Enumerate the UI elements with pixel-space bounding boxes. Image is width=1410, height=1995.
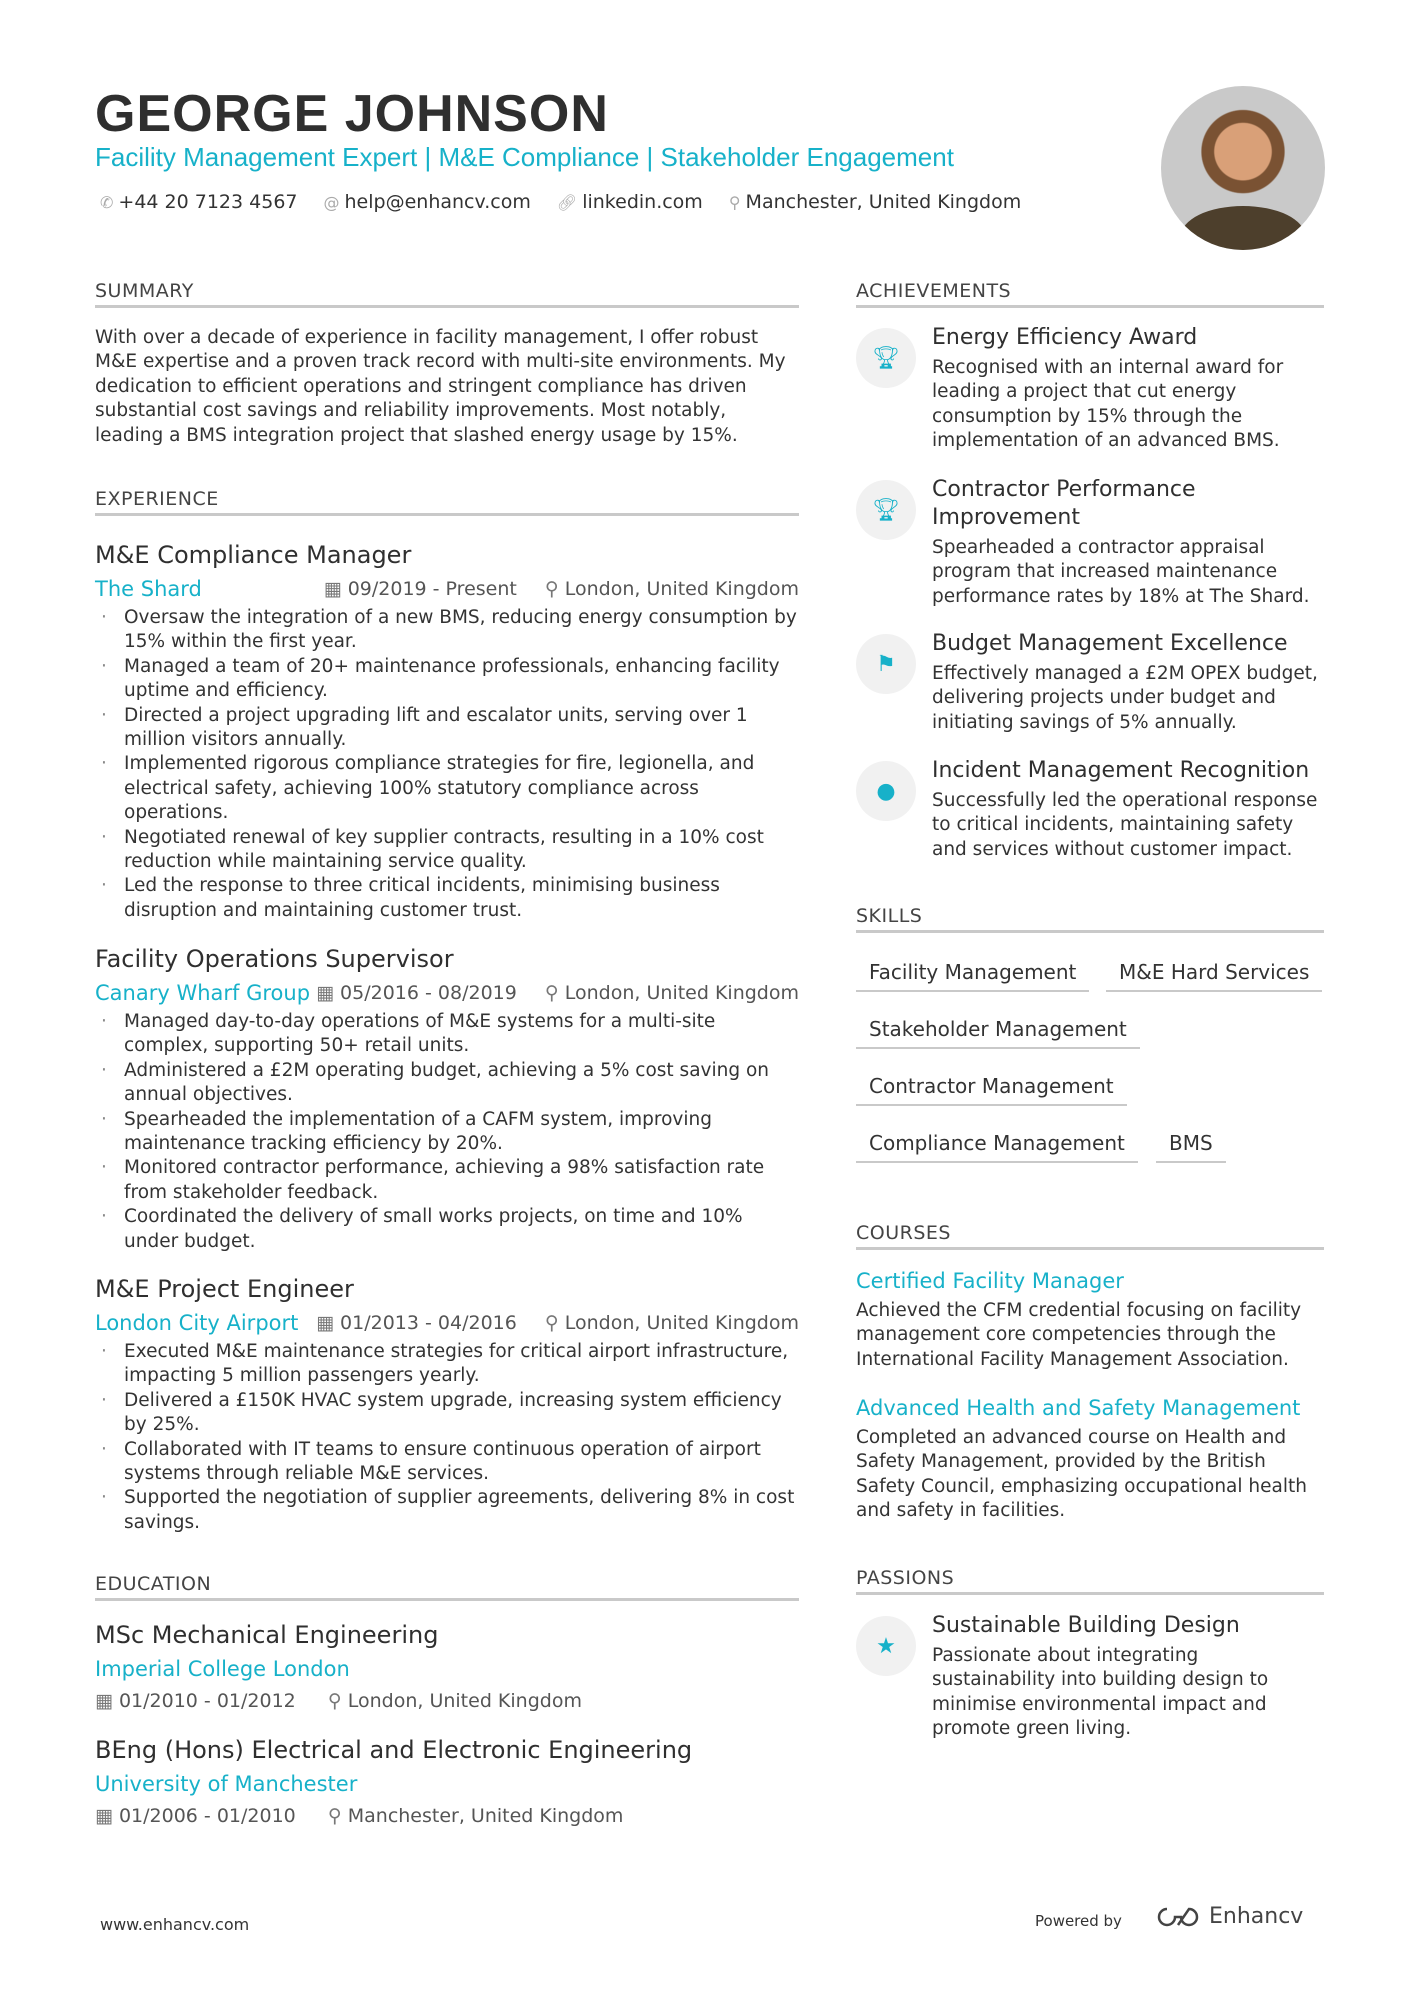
- bullet: · Implemented rigorous compliance strategies for fire, legionella, and electrical safety, achieving 100% statutory compliance across operations.: [95, 752, 799, 825]
- contact-phone: ✆ +44 20 7123 4567: [100, 191, 298, 213]
- job-bullets: [95, 1340, 799, 1535]
- bullet: · Executed M&E maintenance strategies for critical airport infrastructure, impacting 5 million passengers yearly.: [95, 1340, 799, 1389]
- section-title-skills: SKILLS: [856, 905, 1324, 933]
- skill-tag: Stakeholder Management: [856, 1017, 1140, 1049]
- location-icon: ⚲: [544, 982, 559, 1004]
- course-title: Advanced Health and Safety Management: [856, 1396, 1301, 1420]
- enhancv-logo: Enhancv: [1155, 1904, 1303, 1929]
- job-entry: [95, 944, 799, 1254]
- degree: BEng (Hons) Electrical and Electronic Engineering: [95, 1736, 693, 1764]
- course-title: Certified Facility Manager: [856, 1269, 1124, 1293]
- bullet: · Led the response to three critical incidents, minimising business disruption and maintaining customer trust.: [95, 874, 799, 923]
- location-icon: ⚲: [728, 193, 741, 212]
- avatar: [1161, 86, 1325, 250]
- job-title: M&E Project Engineer: [95, 1275, 354, 1303]
- skill-tag: Contractor Management: [856, 1074, 1127, 1106]
- bullet: · Directed a project upgrading lift and escalator units, serving over 1 million visitors annually.: [95, 704, 799, 753]
- achievement-item: [856, 630, 1326, 735]
- bullet: · Delivered a £150K HVAC system upgrade, increasing system efficiency by 25%.: [95, 1389, 799, 1438]
- edu-location: London, United Kingdom: [347, 1690, 582, 1712]
- edu-dates: 01/2010 - 01/2012: [118, 1690, 296, 1712]
- bullet: · Oversaw the integration of a new BMS, reducing energy consumption by 15% within the first year.: [95, 606, 799, 655]
- job-entry: [95, 540, 799, 923]
- course-desc: Completed an advanced course on Health and Safety Management, provided by the British Safety Council, emphasizing occupational health and safety in facilities.: [856, 1427, 1307, 1522]
- contact-bar: [100, 191, 1021, 213]
- contact-linkedin[interactable]: 🔗︎ linkedin.com: [556, 191, 703, 213]
- company-name: London City Airport: [95, 1311, 299, 1335]
- school-name: University of Manchester: [95, 1772, 358, 1796]
- enhancv-logo-icon: [1155, 1905, 1201, 1929]
- achievement-desc: Effectively managed a £2M OPEX budget, delivering projects under budget and initiating savings of 5% annually.: [932, 663, 1318, 733]
- company-name: The Shard: [95, 577, 202, 601]
- phone-icon: ✆: [100, 193, 114, 212]
- achievement-item: [856, 476, 1326, 609]
- job-location: London, United Kingdom: [564, 578, 799, 600]
- company-name: Canary Wharf Group: [95, 981, 311, 1005]
- location-icon: ⚲: [544, 578, 559, 600]
- section-title-experience: EXPERIENCE: [95, 488, 799, 516]
- section-title-courses: COURSES: [856, 1222, 1324, 1250]
- calendar-icon: ▦: [95, 1690, 113, 1712]
- course-item: [856, 1394, 1324, 1524]
- location-icon: ⚲: [327, 1690, 342, 1712]
- course-item: [856, 1267, 1324, 1372]
- powered-by: Powered by: [1035, 1912, 1122, 1930]
- job-location: London, United Kingdom: [564, 1312, 799, 1334]
- passion-desc: Passionate about integrating sustainability into building design to minimise environmental impact and promote green living.: [932, 1645, 1269, 1740]
- flag-icon: ⚑: [856, 634, 916, 694]
- calendar-icon: ▦: [323, 578, 342, 600]
- job-dates: 05/2016 - 08/2019: [340, 982, 517, 1004]
- achievement-desc: Successfully led the operational response to critical incidents, maintaining safety and services without customer impact.: [932, 790, 1318, 860]
- bullet: · Spearheaded the implementation of a CAFM system, improving maintenance tracking efficiency by 20%.: [95, 1108, 799, 1157]
- skill-tag: M&E Hard Services: [1106, 960, 1322, 992]
- link-icon: 🔗︎: [556, 193, 578, 212]
- bullet: · Managed day-to-day operations of M&E systems for a multi-site complex, supporting 50+ retail units.: [95, 1010, 799, 1059]
- education-entry: [95, 1735, 799, 1831]
- head-icon: ●: [856, 761, 916, 821]
- bullet: · Negotiated renewal of key supplier contracts, resulting in a 10% cost reduction while maintaining service quality.: [95, 826, 799, 875]
- education-entry: [95, 1620, 799, 1716]
- degree: MSc Mechanical Engineering: [95, 1621, 439, 1649]
- course-desc: Achieved the CFM credential focusing on facility management core competencies through the International Facility Management Association.: [856, 1300, 1302, 1370]
- school-name: Imperial College London: [95, 1657, 350, 1681]
- skill-tag: Facility Management: [856, 960, 1089, 992]
- bullet: · Monitored contractor performance, achieving a 98% satisfaction rate from stakeholder feedback.: [95, 1156, 799, 1205]
- achievement-item: [856, 324, 1326, 454]
- bullet: · Coordinated the delivery of small works projects, on time and 10% under budget.: [95, 1205, 799, 1254]
- job-dates: 01/2013 - 04/2016: [340, 1312, 517, 1334]
- achievement-item: [856, 757, 1326, 862]
- edu-location: Manchester, United Kingdom: [347, 1805, 624, 1827]
- bullet: · Collaborated with IT teams to ensure continuous operation of airport systems through reliable M&E services.: [95, 1438, 799, 1487]
- contact-location: ⚲ Manchester, United Kingdom: [728, 191, 1022, 213]
- trophy-icon: 🏆︎: [856, 480, 916, 540]
- headline: Facility Management Expert | M&E Compliance | Stakeholder Engagement: [95, 142, 954, 172]
- skill-tag: Compliance Management: [856, 1131, 1138, 1163]
- achievement-desc: Recognised with an internal award for leading a project that cut energy consumption by 15% through the implementation of an advanced BMS.: [932, 357, 1284, 452]
- section-title-achievements: ACHIEVEMENTS: [856, 280, 1324, 308]
- section-title-education: EDUCATION: [95, 1573, 799, 1601]
- skill-tag: BMS: [1156, 1131, 1226, 1163]
- trophy-icon: 🏆︎: [856, 328, 916, 388]
- star-icon: ★: [856, 1616, 916, 1676]
- achievement-title: Energy Efficiency Award: [932, 325, 1198, 350]
- achievement-title: Contractor Performance Improvement: [932, 477, 1196, 530]
- contact-email[interactable]: @ help@enhancv.com: [323, 191, 531, 213]
- footer-website[interactable]: www.enhancv.com: [100, 1915, 250, 1934]
- location-icon: ⚲: [544, 1312, 559, 1334]
- job-bullets: [95, 1010, 799, 1254]
- job-title: Facility Operations Supervisor: [95, 945, 454, 973]
- location-icon: ⚲: [327, 1805, 342, 1827]
- bullet: · Managed a team of 20+ maintenance professionals, enhancing facility uptime and efficiency.: [95, 655, 799, 704]
- summary-text: With over a decade of experience in facility management, I offer robust M&E expertise and a proven track record with multi-site environments. My dedication to efficient operations and stringent compliance has driven substantial cost savings and reliability improvements. Most notably, leading a BMS integration project that slashed energy usage by 15%.: [95, 327, 786, 446]
- job-location: London, United Kingdom: [564, 982, 799, 1004]
- at-icon: @: [323, 193, 340, 212]
- calendar-icon: ▦: [95, 1805, 113, 1827]
- section-title: SUMMARY: [95, 280, 799, 308]
- achievement-title: Incident Management Recognition: [932, 758, 1310, 783]
- job-title: M&E Compliance Manager: [95, 541, 412, 569]
- calendar-icon: ▦: [316, 1312, 335, 1334]
- passion-title: Sustainable Building Design: [932, 1613, 1240, 1638]
- achievement-desc: Spearheaded a contractor appraisal program that increased maintenance performance rates by 18% at The Shard.: [932, 537, 1310, 607]
- summary-section: [95, 280, 799, 448]
- bullet: · Supported the negotiation of supplier agreements, delivering 8% in cost savings.: [95, 1486, 799, 1535]
- calendar-icon: ▦: [316, 982, 335, 1004]
- job-bullets: [95, 606, 799, 923]
- edu-dates: 01/2006 - 01/2010: [118, 1805, 296, 1827]
- candidate-name: GEORGE JOHNSON: [95, 85, 609, 143]
- bullet: · Administered a £2M operating budget, achieving a 5% cost saving on annual objectives.: [95, 1059, 799, 1108]
- job-entry: [95, 1274, 799, 1535]
- job-dates: 09/2019 - Present: [347, 578, 517, 600]
- achievement-title: Budget Management Excellence: [932, 631, 1288, 656]
- section-title-passions: PASSIONS: [856, 1567, 1324, 1595]
- passion-item: [856, 1612, 1326, 1742]
